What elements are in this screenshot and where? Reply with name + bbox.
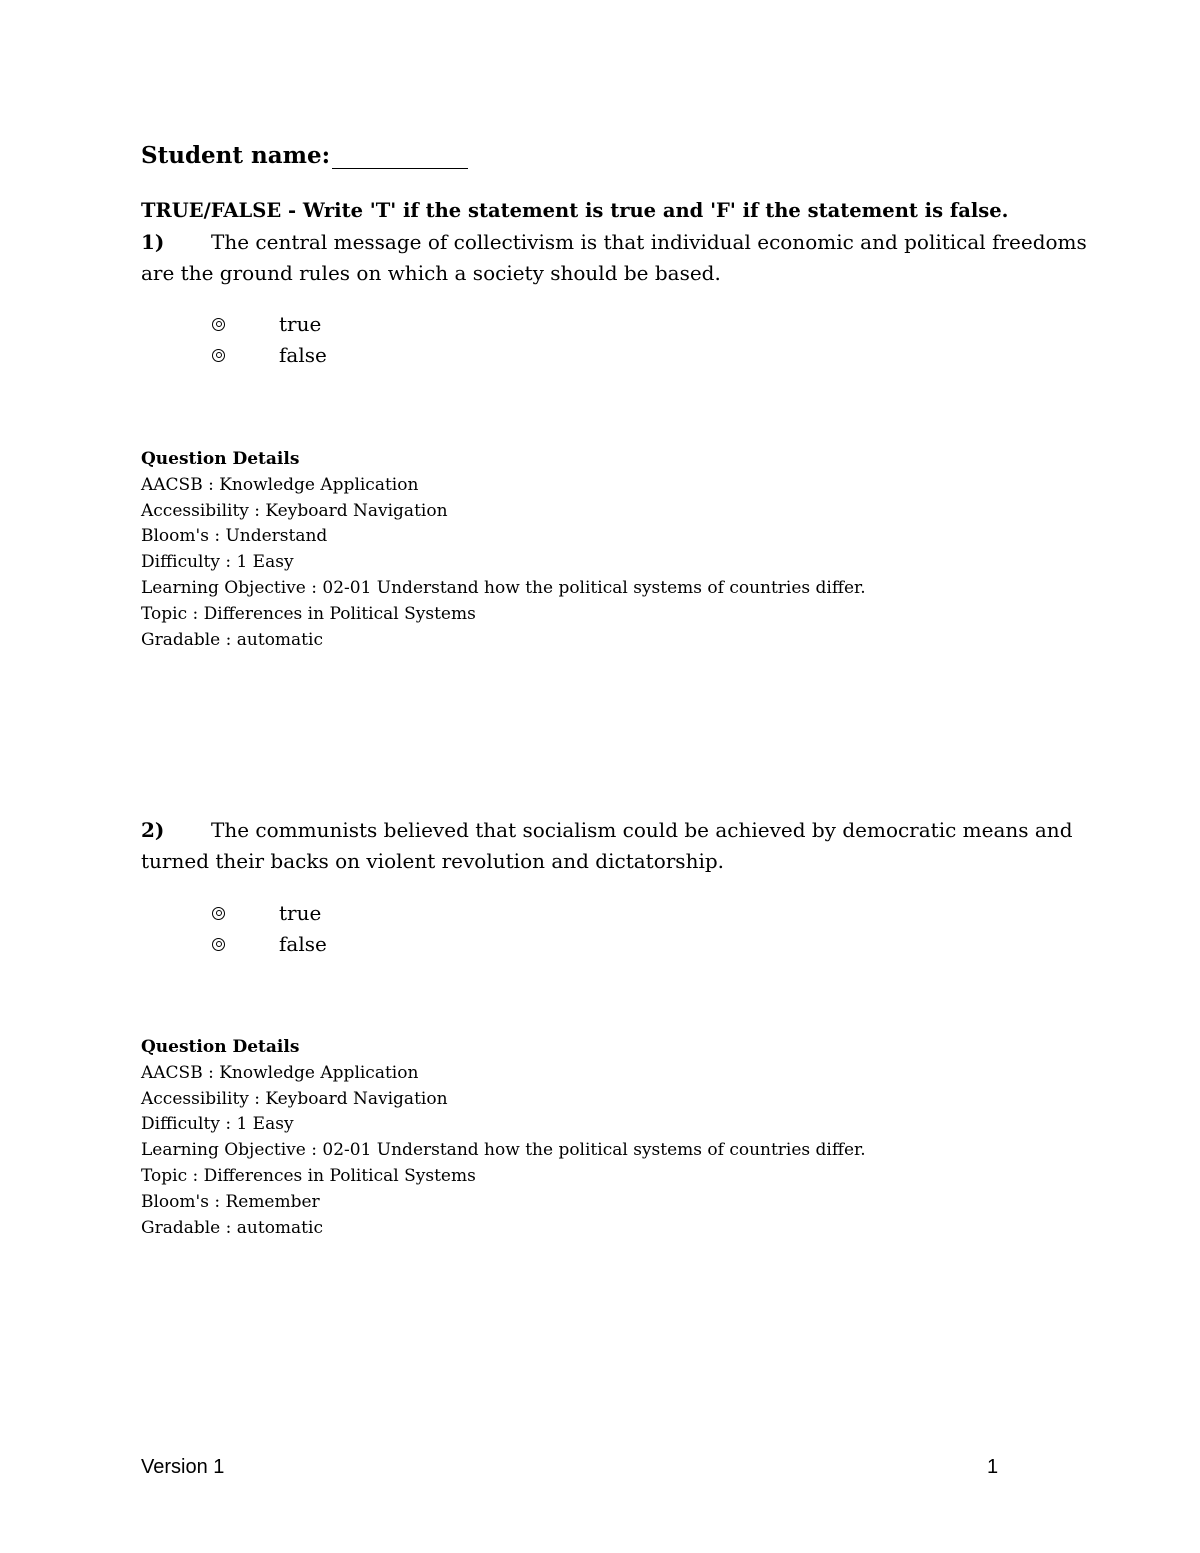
question-2-line-1 xyxy=(141,815,1073,846)
detail-line: Accessibility : Keyboard Navigation xyxy=(141,1088,448,1109)
student-name-blank xyxy=(332,144,468,169)
footer-page-number: 1 xyxy=(987,1456,999,1478)
footer-version: Version 1 xyxy=(141,1456,225,1478)
question-text: The central message of collectivism is that individual economic and political freedoms xyxy=(211,230,1087,254)
radio-button-icon[interactable] xyxy=(212,318,225,331)
question-number: 2) xyxy=(141,818,165,842)
radio-button-icon[interactable] xyxy=(212,938,225,951)
details-heading: Question Details xyxy=(141,449,300,469)
detail-line: Difficulty : 1 Easy xyxy=(141,1114,294,1135)
question-2-details xyxy=(141,1035,866,1241)
question-2-line-2: turned their backs on violent revolution and dictatorship. xyxy=(141,849,725,873)
option-false[interactable] xyxy=(212,929,327,960)
detail-line: Topic : Differences in Political Systems xyxy=(141,1165,476,1186)
question-number: 1) xyxy=(141,230,165,254)
option-label: false xyxy=(279,343,327,367)
option-false[interactable] xyxy=(212,340,327,371)
detail-line: Learning Objective : 02-01 Understand how the political systems of countries differ. xyxy=(141,577,866,598)
question-1-line-1 xyxy=(141,227,1087,258)
detail-line: Difficulty : 1 Easy xyxy=(141,552,294,573)
student-name-label: Student name: xyxy=(141,142,331,169)
radio-button-icon[interactable] xyxy=(212,907,225,920)
detail-line: Gradable : automatic xyxy=(141,629,323,650)
question-1-details xyxy=(141,447,866,653)
detail-line: AACSB : Knowledge Application xyxy=(141,1062,419,1083)
details-heading: Question Details xyxy=(141,1037,300,1057)
radio-button-icon[interactable] xyxy=(212,349,225,362)
detail-line: Accessibility : Keyboard Navigation xyxy=(141,500,448,521)
option-true[interactable] xyxy=(212,309,321,340)
option-label: true xyxy=(279,312,322,336)
option-true[interactable] xyxy=(212,898,321,929)
detail-line: Bloom's : Remember xyxy=(141,1191,320,1212)
detail-line: Gradable : automatic xyxy=(141,1217,323,1238)
question-1-line-2: are the ground rules on which a society should be based. xyxy=(141,261,721,285)
detail-line: AACSB : Knowledge Application xyxy=(141,474,419,495)
option-label: false xyxy=(279,932,327,956)
instructions: TRUE/FALSE - Write 'T' if the statement is true and 'F' if the statement is false. xyxy=(141,199,1009,222)
detail-line: Bloom's : Understand xyxy=(141,526,328,547)
question-text: The communists believed that socialism could be achieved by democratic means and xyxy=(211,818,1073,842)
detail-line: Learning Objective : 02-01 Understand how the political systems of countries differ. xyxy=(141,1140,866,1161)
detail-line: Topic : Differences in Political Systems xyxy=(141,603,476,624)
student-name-field xyxy=(141,142,468,169)
option-label: true xyxy=(279,901,322,925)
